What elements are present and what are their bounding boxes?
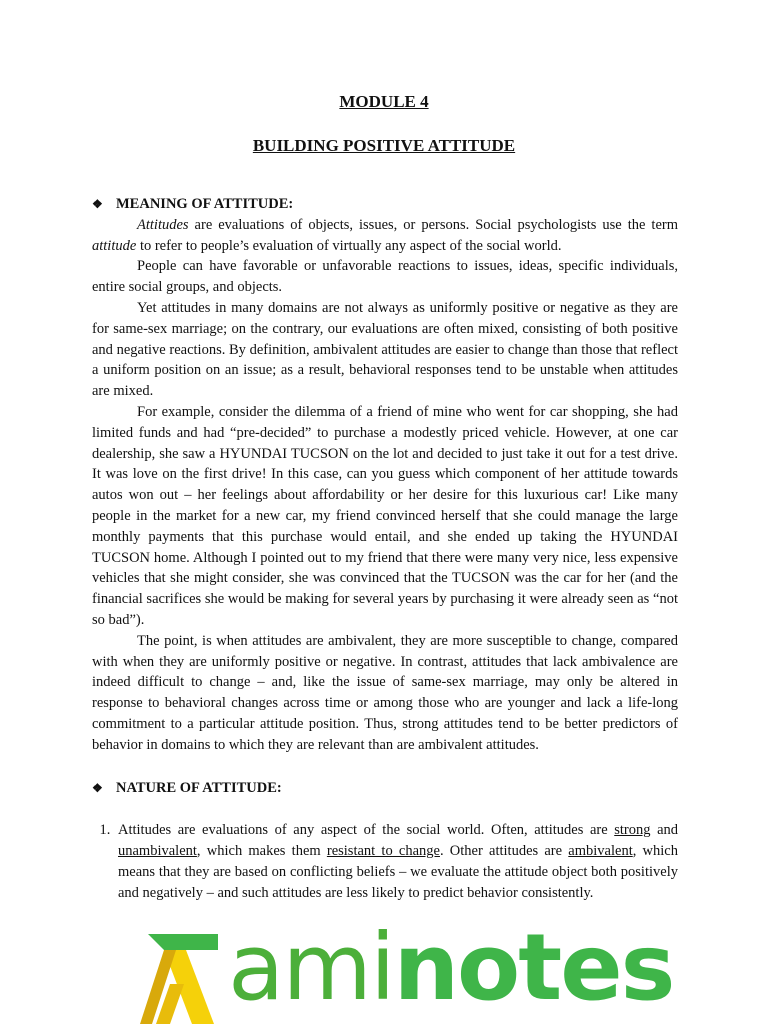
module-title: MODULE 4 <box>339 92 429 111</box>
underlined-term: unambivalent <box>118 843 197 860</box>
emphasis-attitude: attitude <box>92 237 137 254</box>
paragraph-1 <box>92 215 678 257</box>
section-heading-text: NATURE OF ATTITUDE: <box>116 779 282 796</box>
diamond-bullet-icon: ❖ <box>92 780 103 795</box>
paragraph-5: The point, is when attitudes are ambivalent, they are more susceptible to change, compared with when they are uniformly positive or negative. In contrast, attitudes that lack ambivalence are indeed difficult to change – and, like the issue of same-sex marriage, may only be altered in response to behavioral changes across time or among those who are younger and lack a life-long commitment to a particular attitude position. Thus, strong attitudes tend to be better predictors of behavior in domains to which they are relevant than are ambivalent attitudes. <box>92 632 678 753</box>
aminotes-logo <box>140 914 674 1024</box>
logo-wordmark <box>228 914 674 1021</box>
document-body <box>92 194 678 904</box>
emphasis-attitudes: Attitudes <box>137 216 189 233</box>
section-heading-text: MEANING OF ATTITUDE: <box>116 196 294 212</box>
logo-a-icon <box>140 924 230 1024</box>
section-heading-nature <box>92 778 678 799</box>
underlined-term: strong <box>614 822 651 839</box>
logo-text-notes: notes <box>393 914 674 1021</box>
paragraph-2: People can have favorable or unfavorable reactions to issues, ideas, specific individuals, entire social groups, and objects. <box>92 258 678 296</box>
paragraph-3: Yet attitudes in many domains are not always as uniformly positive or negative as they are for same-sex marriage; on the contrary, our evaluations are often mixed, consisting of both positive and negative reactions. By definition, ambivalent attitudes are easier to change than those that reflect a uniform position on an issue; as a result, behavioral responses tend to be unstable when attitudes are mixed. <box>92 299 678 400</box>
document-title: BUILDING POSITIVE ATTITUDE <box>252 136 516 155</box>
diamond-bullet-icon: ❖ <box>92 197 103 211</box>
underlined-term: ambivalent <box>568 843 633 860</box>
section-heading-meaning <box>92 194 678 215</box>
paragraph-4: For example, consider the dilemma of a friend of mine who went for car shopping, she had limited funds and had “pre-decided” to purchase a modestly priced vehicle. However, at one car dealership, she saw a HYUNDAI TUCSON on the lot and decided to just take it out for a test drive. It was love on the first drive! In this case, can you guess which component of her attitude towards autos won out – her feelings about affordability or her desire for this luxurious car! Like many people in the market for a new car, my friend convinced herself that she could manage the large monthly payments that this purchase would entail, and she ended up taking the HYUNDAI TUCSON home. Although I pointed out to my friend that there were many very nice, less expensive vehicles that she might consider, she was convinced that the TUCSON was the car for her (and the financial sacrifices she would be making for several years by purchasing it were already seen as “not so bad”). <box>92 403 678 628</box>
list-item: 1. Attitudes are evaluations of any aspect of the social world. Often, attitudes are strong and unambivalent, which makes them resistant to change. Other attitudes are ambivalent, which means that they are based on conflicting beliefs – we evaluate the attitude object both positively and negatively – and such attitudes are less likely to predict behavior consistently. <box>114 820 678 903</box>
paragraph-text: to refer to people’s evaluation of virtually any aspect of the social world. <box>136 237 562 254</box>
logo-text-ami: ami <box>228 914 394 1021</box>
nature-list <box>92 820 678 903</box>
underlined-term: resistant to change <box>326 843 440 860</box>
paragraph-text: are evaluations of objects, issues, or persons. Social psychologists use the term <box>188 216 678 233</box>
